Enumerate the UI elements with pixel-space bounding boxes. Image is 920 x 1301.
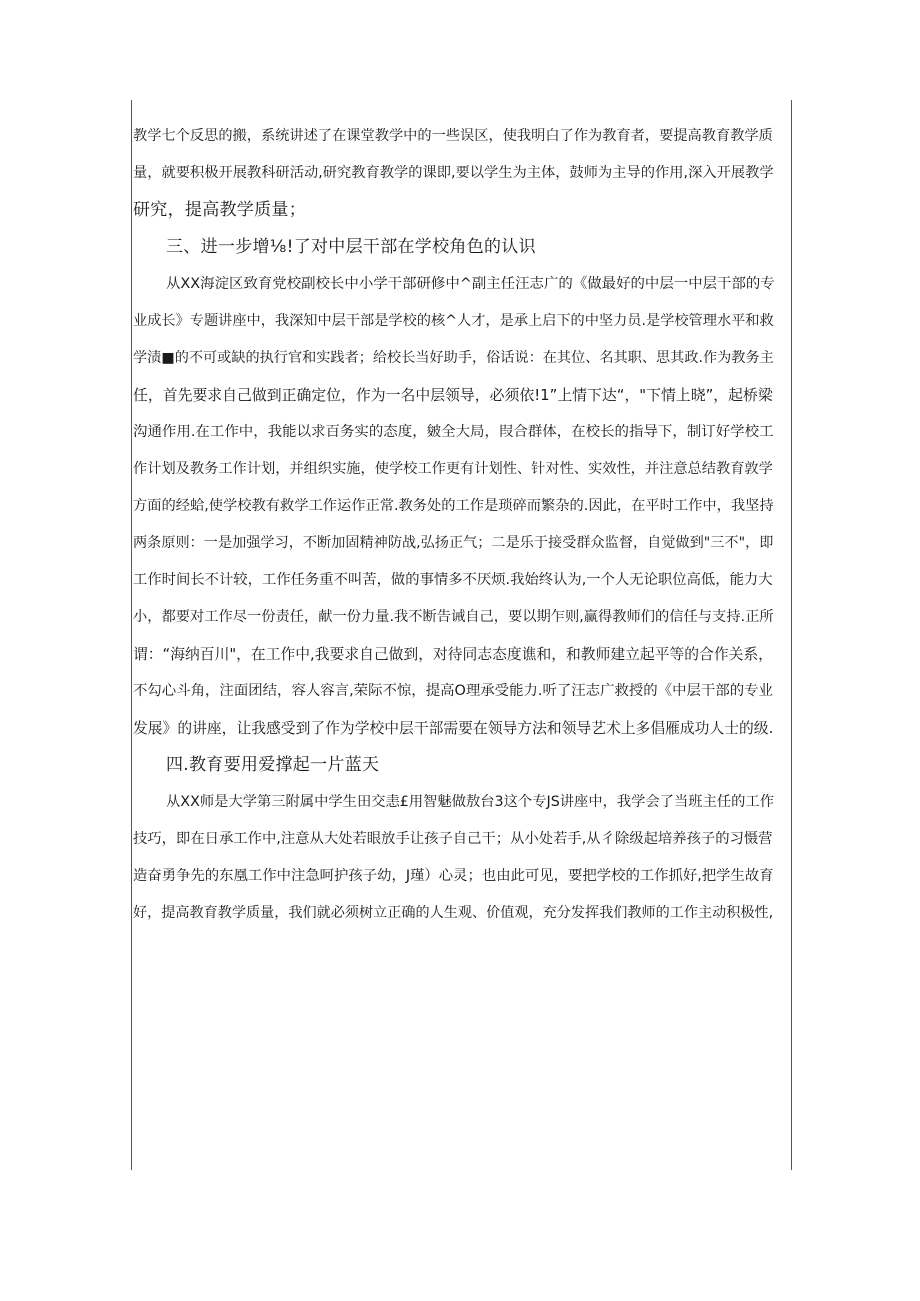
text-line: 三、进一步增⅛!了对中层干部在学校角色的认识 <box>166 237 536 257</box>
text-line: 工作时间长不计较，工作任务重不叫苦，做的事情多不厌烦.我始终认为,一个人无论职位高低，能力大 <box>133 572 773 588</box>
text-line: 技巧，即在日承工作中,注意从大处若眼放手让孩子自己干；从小处若手,从彳除级起培养孩子的习慑营 <box>133 831 773 847</box>
text-line: 方面的经蛤,使学校教有救学工作运作正常.教务处的工作是琐碎而繁杂的.因此，在平时工作中，我坚持 <box>133 498 774 514</box>
text-line: 业成长》专题讲座中，我深知中层干部是学校的核^人才，是承上启下的中坚力员.是学校管理水平和救 <box>133 313 774 329</box>
text-line: 不勾心斗角，注面团结，容人容言,荣际不惊，提高O理承受能力.听了汪志广救授的《中层干部的专业 <box>133 683 773 699</box>
text-line: 教学七个反思的搬，系统讲述了在课堂教学中的一些误区，使我明白了作为教育者，要提高教育教学质 <box>133 128 773 144</box>
text-line: 研究，提高教学质量； <box>133 200 306 220</box>
text-line: 学渍■的不可或缺的执行官和实践者；给校长当好助手，俗话说：在其位、名其职、思其政.作为教务主 <box>133 350 774 366</box>
text-line: 从XX海淀区致育党校副校长中小学干部研修中^副主任汪志广的《做最好的中层一中层干部的专 <box>166 276 775 292</box>
text-line: 好，提高教育教学质量，我们就必须树立正确的人生观、价值观，充分发挥我们教师的工作主动积极性, <box>133 905 774 921</box>
text-line: 发展》的讲座，让我感受到了作为学校中层干部需要在领导方法和领导艺术上多倡雁成功人士的级. <box>133 720 774 737</box>
text-line: 小，都要对工作尽一份责任，献一份力量.我不断告诫自己，要以期乍则,赢得教师们的信任与支持.正所 <box>133 609 774 625</box>
text-line: 四.教育要用爱撑起一片蓝天 <box>166 755 380 775</box>
text-line: 谓：“海纳百川"，在工作中,我要求自己做到，对待同志态度谯和，和教师建立起平等的合作关系， <box>133 646 773 663</box>
text-line: 任，首先要求自己做到正确定位，作为一名中层领导，必须依!1”上情下达“，"下情上晓”，起桥梁 <box>133 386 773 404</box>
text-line: 量，就要积极开展教科研活动,研究教育教学的课即,要以学生为主体，鼓师为主导的作用,深入开展教学 <box>133 165 774 181</box>
document-body <box>133 118 790 932</box>
text-line: 从XX师是大学第三附属中学生田交恚£用智魅做敖台3这个专JS讲座中，我学会了当班主任的工作 <box>166 794 774 810</box>
text-line: 造奋勇争先的东凰工作中注急呵护孩子幼，J瑾）心灵；也由此可见，要把学校的工作抓好,把学生故育 <box>133 868 774 884</box>
text-line: 两条原则：一是加强学习，不断加固精神防战,弘扬正气；二是乐于接受群众监督，自觉做到"三不"，即 <box>133 535 774 551</box>
text-line: 作计划及教务工作计划，并组织实施，使学校工作更有计划性、针对性、实效性，并注意总结教育敦学 <box>133 461 773 477</box>
text-line: 沟通作用.在工作中，我能以求百务实的态度，皴全大局，叚合群体，在校长的指导下，制订好学校工 <box>133 424 774 440</box>
